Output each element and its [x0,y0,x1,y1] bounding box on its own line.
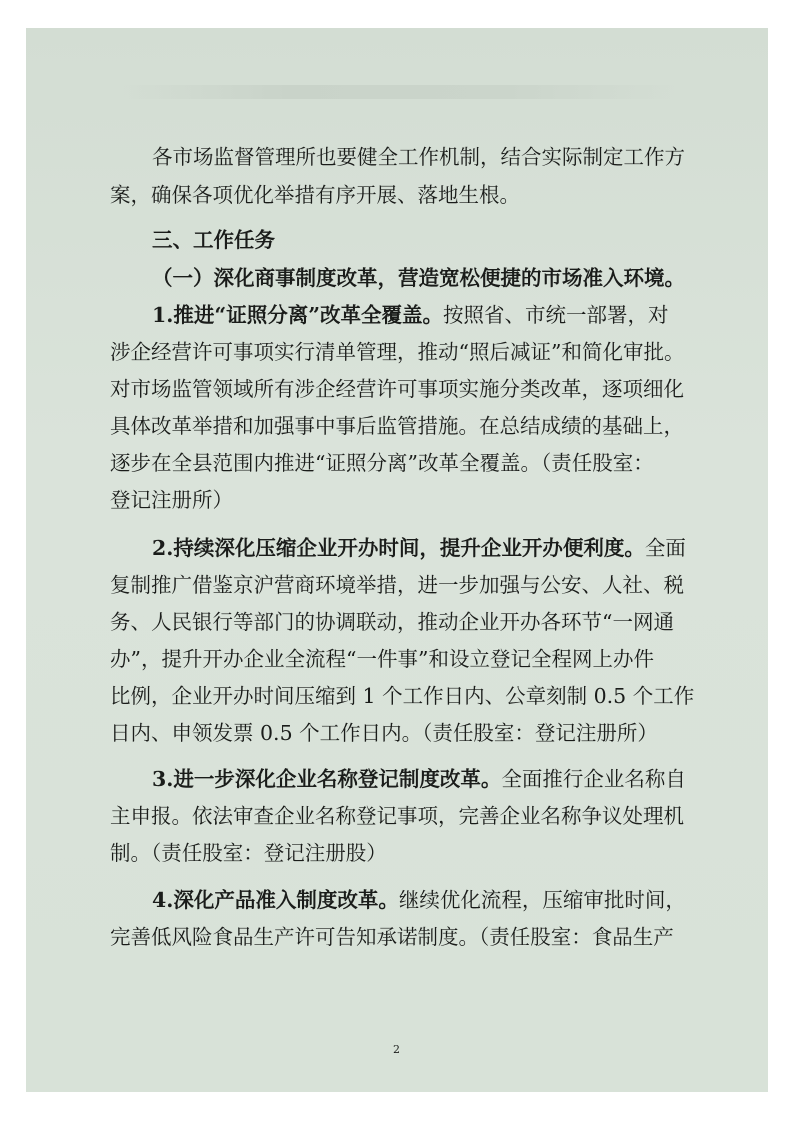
paragraph-line: 登记注册所） [110,488,233,512]
subsection-heading: （一）深化商事制度改革，营造宽松便捷的市场准入环境。 [152,266,685,290]
paragraph-line: 案，确保各项优化举措有序开展、落地生根。 [110,183,520,207]
paragraph-line: 务、人民银行等部门的协调联动，推动企业开办各环节“一网通 [110,610,674,634]
item-heading-line: 3.进一步深化企业名称登记制度改革。全面推行企业名称自 [152,767,686,791]
item-heading-line: 2.持续深化压缩企业开办时间，提升企业开办便利度。全面 [152,536,686,560]
paragraph-line: 日内、申领发票 0.5 个工作日内。（责任股室：登记注册所） [110,721,658,745]
item-heading-line: 1.推进“证照分离”改革全覆盖。按照省、市统一部署，对 [152,303,669,327]
paragraph-line: 制。（责任股室：登记注册股） [110,841,387,865]
paragraph-line: 办”，提升开办企业全流程“一件事”和设立登记全程网上办件 [110,647,654,671]
section-heading: 三、工作任务 [152,228,275,252]
paragraph-line: 对市场监管领域所有涉企经营许可事项实施分类改革，逐项细化 [110,377,684,401]
paragraph-line: 复制推广借鉴京沪营商环境举措，进一步加强与公安、人社、税 [110,573,684,597]
paragraph-line: 各市场监督管理所也要健全工作机制，结合实际制定工作方 [152,145,685,169]
bleed-through-text [120,85,680,99]
paragraph-line: 主申报。依法审查企业名称登记事项，完善企业名称争议处理机 [110,804,684,828]
page-number: 2 [393,1043,400,1056]
paragraph-line: 逐步在全县范围内推进“证照分离”改革全覆盖。（责任股室： [110,451,654,475]
paragraph-line: 比例，企业开办时间压缩到 1 个工作日内、公章刻制 0.5 个工作 [110,684,695,708]
item-heading-line: 4.深化产品准入制度改革。继续优化流程，压缩审批时间， [152,888,686,912]
paragraph-line: 涉企经营许可事项实行清单管理，推动“照后减证”和简化审批。 [110,340,685,364]
paragraph-line: 完善低风险食品生产许可告知承诺制度。（责任股室：食品生产 [110,925,674,949]
paragraph-line: 具体改革举措和加强事中事后监管措施。在总结成绩的基础上， [110,414,684,438]
